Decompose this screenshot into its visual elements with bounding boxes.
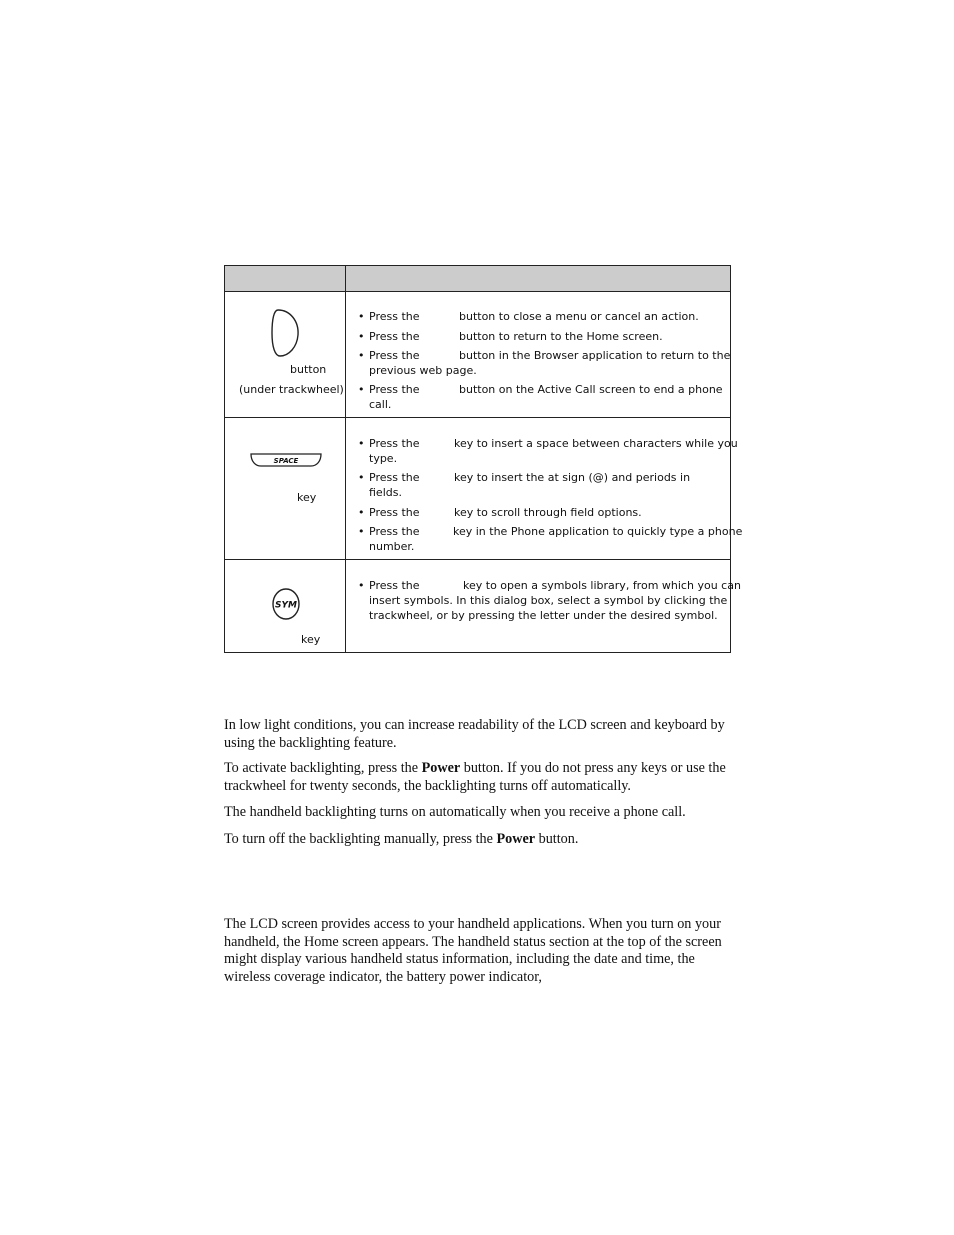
space-key-icon — [249, 451, 323, 469]
escape-button-icon — [269, 307, 301, 359]
power-term: Power — [496, 831, 536, 847]
svg-text:SYM: SYM — [275, 600, 297, 611]
row-divider — [225, 559, 730, 560]
lcd-paragraph-1: The LCD screen provides access to your handheld applications. When you turn on your handheld, the Home screen appears. The handheld status section at the top of the screen might display various handheld status information, including the date and time, the wireless coverage indicator, the battery power indicator, — [224, 916, 722, 985]
backlight-paragraph-2: To activate backlighting, press the Power button. If you do not press any keys or use the trackwheel for twenty seconds, the backlighting turns off automatically. — [224, 760, 726, 794]
keys-table: button (under trackwheel) • Press the button to close a menu or cancel an action. • Press the button to return to the Home screen. • Press the button in the Browser application to return to the previous web page. • Press the button on the Active Call screen to end a phone call. SPACE key • Press the key to insert a space between characters while you type. • Press the key to insert the at sign (@) and periods in fields. • Press the key to scroll through field options. • Press the key in the Phone application to quickly type a phone number. SYM key • Press the key to open a symbols library, from which you can insert symbols. In this dialog box, select a symbol by clicking the trackwheel, or by pressing the letter under the desired symbol. — [224, 265, 731, 653]
power-term: Power — [421, 760, 461, 776]
key-label: key — [297, 491, 317, 504]
sym-key-icon — [269, 587, 303, 621]
row-divider — [225, 417, 730, 418]
backlight-paragraph-1: In low light conditions, you can increase readability of the LCD screen and keyboard by using the backlighting feature. — [224, 717, 725, 751]
column-divider — [345, 266, 346, 652]
key-label: button — [290, 363, 327, 376]
key-sublabel: (under trackwheel) — [239, 383, 344, 396]
backlight-paragraph-4: To turn off the backlighting manually, press the Power button. — [224, 831, 579, 847]
table-header — [225, 266, 730, 292]
svg-text:SPACE: SPACE — [273, 457, 299, 465]
backlight-paragraph-3: The handheld backlighting turns on automatically when you receive a phone call. — [224, 804, 686, 820]
key-label: key — [301, 633, 321, 646]
